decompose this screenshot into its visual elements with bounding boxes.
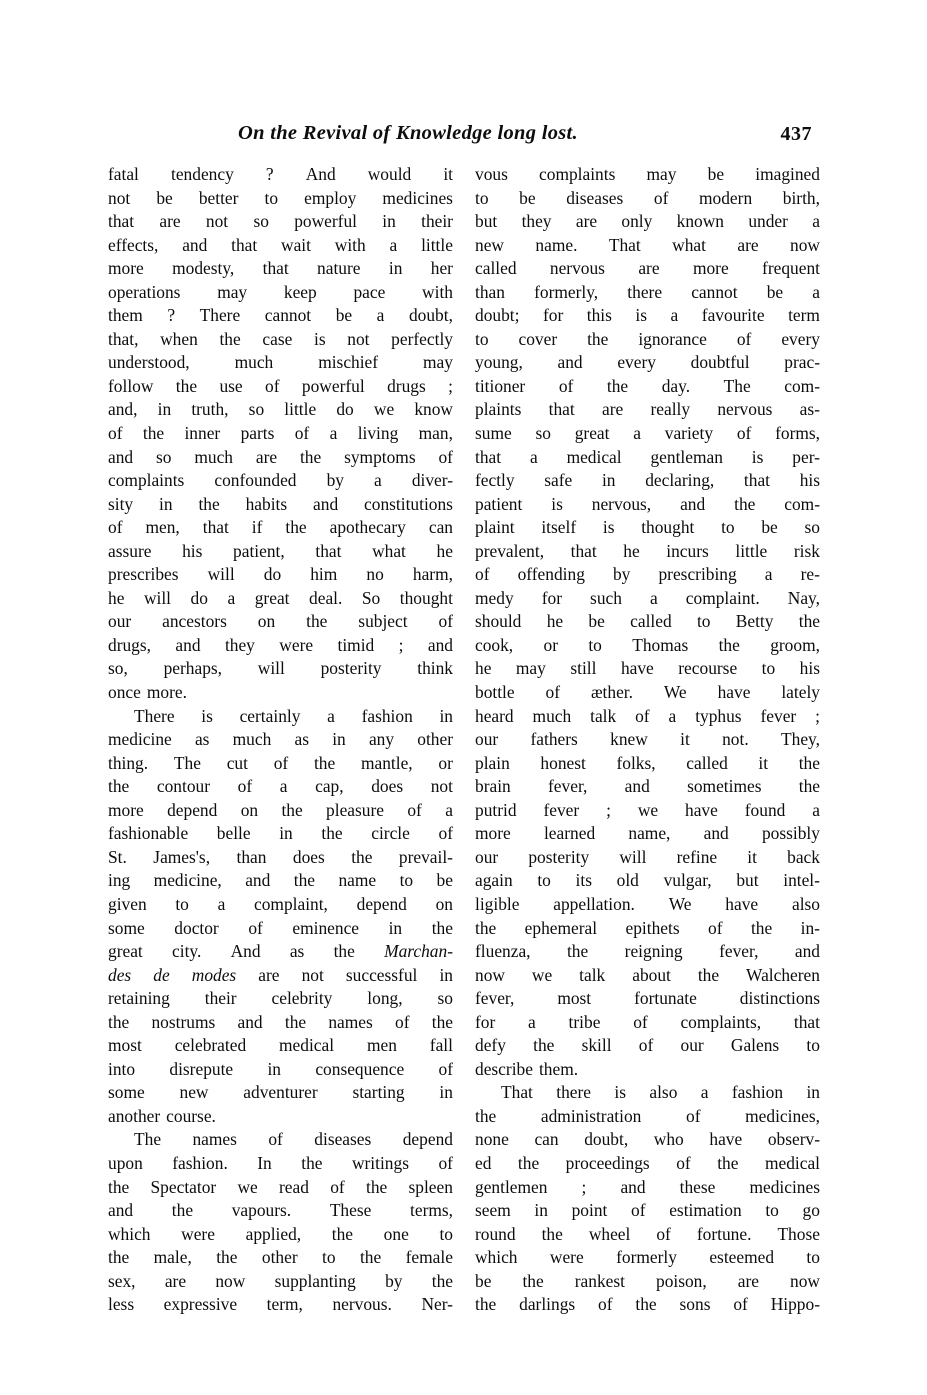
text-line: that are not so powerful in their — [108, 211, 453, 232]
text-line: round the wheel of fortune. Those — [475, 1223, 820, 1244]
text-line: fashionable belle in the circle of — [108, 823, 453, 844]
text-line: but they are only known under a — [475, 211, 820, 232]
text-line: should he be called to Betty the — [475, 611, 820, 632]
text-line: the nostrums and the names of the — [108, 1011, 453, 1032]
text-line: titioner of the day. The com- — [475, 375, 820, 396]
text-line: that a medical gentleman is per- — [475, 446, 820, 467]
text-line: thing. The cut of the mantle, or — [108, 752, 453, 773]
text-line: of men, that if the apothecary can — [108, 517, 453, 538]
text-line: of the inner parts of a living man, — [108, 423, 453, 444]
text-line: some doctor of eminence in the — [108, 917, 453, 938]
text-line: defy the skill of our Galens to — [475, 1035, 820, 1056]
text-line: he may still have recourse to his — [475, 658, 820, 679]
text-line: St. James's, than does the prevail- — [108, 846, 453, 867]
text-line: most celebrated medical men fall — [108, 1035, 453, 1056]
text-line: medicine as much as in any other — [108, 729, 453, 750]
text-line: our posterity will refine it back — [475, 846, 820, 867]
text-line: patient is nervous, and the com- — [475, 493, 820, 514]
text-line: which were formerly esteemed to — [475, 1247, 820, 1268]
text-line: upon fashion. In the writings of — [108, 1152, 453, 1173]
text-line: follow the use of powerful drugs ; — [108, 375, 453, 396]
text-line: not be better to employ medicines — [108, 187, 453, 208]
text-line: plaints that are really nervous as- — [475, 399, 820, 420]
text-line: fectly safe in declaring, that his — [475, 470, 820, 491]
text-line: the Spectator we read of the spleen — [108, 1176, 453, 1197]
text-line: and the vapours. These terms, — [108, 1200, 453, 1221]
text-line: given to a complaint, depend on — [108, 893, 453, 914]
text-line: them ? There cannot be a doubt, — [108, 305, 453, 326]
text-line: plain honest folks, called it the — [475, 752, 820, 773]
text-line: the male, the other to the female — [108, 1247, 453, 1268]
text-line: so, perhaps, will posterity think — [108, 658, 453, 679]
text-line: drugs, and they were timid ; and — [108, 634, 453, 655]
text-line: none can doubt, who have observ- — [475, 1129, 820, 1150]
text-line: brain fever, and sometimes the — [475, 776, 820, 797]
text-line: now we talk about the Walcheren — [475, 964, 820, 985]
text-line: into disrepute in consequence of — [108, 1058, 453, 1079]
text-line: ing medicine, and the name to be — [108, 870, 453, 891]
text-line: some new adventurer starting in — [108, 1082, 453, 1103]
text-line: doubt; for this is a favourite term — [475, 305, 820, 326]
text-line: again to its old vulgar, but intel- — [475, 870, 820, 891]
text-line: that, when the case is not perfectly — [108, 328, 453, 349]
text-line: our fathers knew it not. They, — [475, 729, 820, 750]
text-line: heard much talk of a typhus fever ; — [475, 705, 820, 726]
text-line: more depend on the pleasure of a — [108, 799, 453, 820]
text-line: bottle of æther. We have lately — [475, 682, 820, 703]
text-line: ed the proceedings of the medical — [475, 1152, 820, 1173]
text-line: seem in point of estimation to go — [475, 1200, 820, 1221]
text-line: gentlemen ; and these medicines — [475, 1176, 820, 1197]
text-line: fatal tendency ? And would it — [108, 164, 453, 184]
text-line: called nervous are more frequent — [475, 258, 820, 279]
text-line: less expressive term, nervous. Ner- — [108, 1294, 453, 1315]
text-line: sume so great a variety of forms, — [475, 423, 820, 444]
text-line: another course. — [108, 1105, 216, 1126]
body-columns — [108, 163, 820, 1317]
text-line: vous complaints may be imagined — [475, 164, 820, 184]
text-line: young, and every doubtful prac- — [475, 352, 820, 373]
text-line: which were applied, the one to — [108, 1223, 453, 1244]
text-line: our ancestors on the subject of — [108, 611, 453, 632]
text-line: he will do a great deal. So thought — [108, 587, 453, 608]
text-line: fluenza, the reigning fever, and — [475, 941, 820, 962]
text-line: than formerly, there cannot be a — [475, 281, 820, 302]
text-line: the ephemeral epithets of the in- — [475, 917, 820, 938]
text-line: understood, much mischief may — [108, 352, 453, 373]
text-line: and, in truth, so little do we know — [108, 399, 453, 420]
text-line: plaint itself is thought to be so — [475, 517, 820, 538]
text-line: medy for such a complaint. Nay, — [475, 587, 820, 608]
column-left — [108, 163, 453, 1317]
page-title: On the Revival of Knowledge long lost. — [238, 122, 578, 144]
text-line: assure his patient, that what he — [108, 540, 453, 561]
text-line: to be diseases of modern birth, — [475, 187, 820, 208]
text-line: prescribes will do him no harm, — [108, 564, 453, 585]
text-line: of offending by prescribing a re- — [475, 564, 820, 585]
text-line: more learned name, and possibly — [475, 823, 820, 844]
text-line: sex, are now supplanting by the — [108, 1270, 453, 1291]
text-line: The names of diseases depend — [134, 1129, 453, 1150]
text-line: complaints confounded by a diver- — [108, 470, 453, 491]
text-line: more modesty, that nature in her — [108, 258, 453, 279]
text-line: ligible appellation. We have also — [475, 893, 820, 914]
text-line: des de modes are not successful in — [108, 964, 453, 985]
text-line: once more. — [108, 682, 187, 703]
text-line: the contour of a cap, does not — [108, 776, 453, 797]
text-line: effects, and that wait with a little — [108, 234, 453, 255]
text-line: be the rankest poison, are now — [475, 1270, 820, 1291]
text-line: prevalent, that he incurs little risk — [475, 540, 820, 561]
text-line: sity in the habits and constitutions — [108, 493, 453, 514]
page-number: 437 — [780, 123, 812, 145]
text-line: There is certainly a fashion in — [134, 705, 453, 726]
text-line: putrid fever ; we have found a — [475, 799, 820, 820]
running-head — [108, 122, 820, 152]
text-line: cook, or to Thomas the groom, — [475, 634, 820, 655]
text-line: operations may keep pace with — [108, 281, 453, 302]
text-line: describe them. — [475, 1058, 579, 1079]
text-line: new name. That what are now — [475, 234, 820, 255]
text-line: retaining their celebrity long, so — [108, 988, 453, 1009]
text-line: the administration of medicines, — [475, 1105, 820, 1126]
text-line: great city. And as the Marchan- — [108, 941, 453, 962]
text-line: to cover the ignorance of every — [475, 328, 820, 349]
text-line: and so much are the symptoms of — [108, 446, 453, 467]
text-line: for a tribe of complaints, that — [475, 1011, 820, 1032]
column-right — [475, 163, 820, 1317]
text-line: the darlings of the sons of Hippo- — [475, 1294, 820, 1315]
text-line: fever, most fortunate distinctions — [475, 988, 820, 1009]
text-line: That there is also a fashion in — [501, 1082, 820, 1103]
